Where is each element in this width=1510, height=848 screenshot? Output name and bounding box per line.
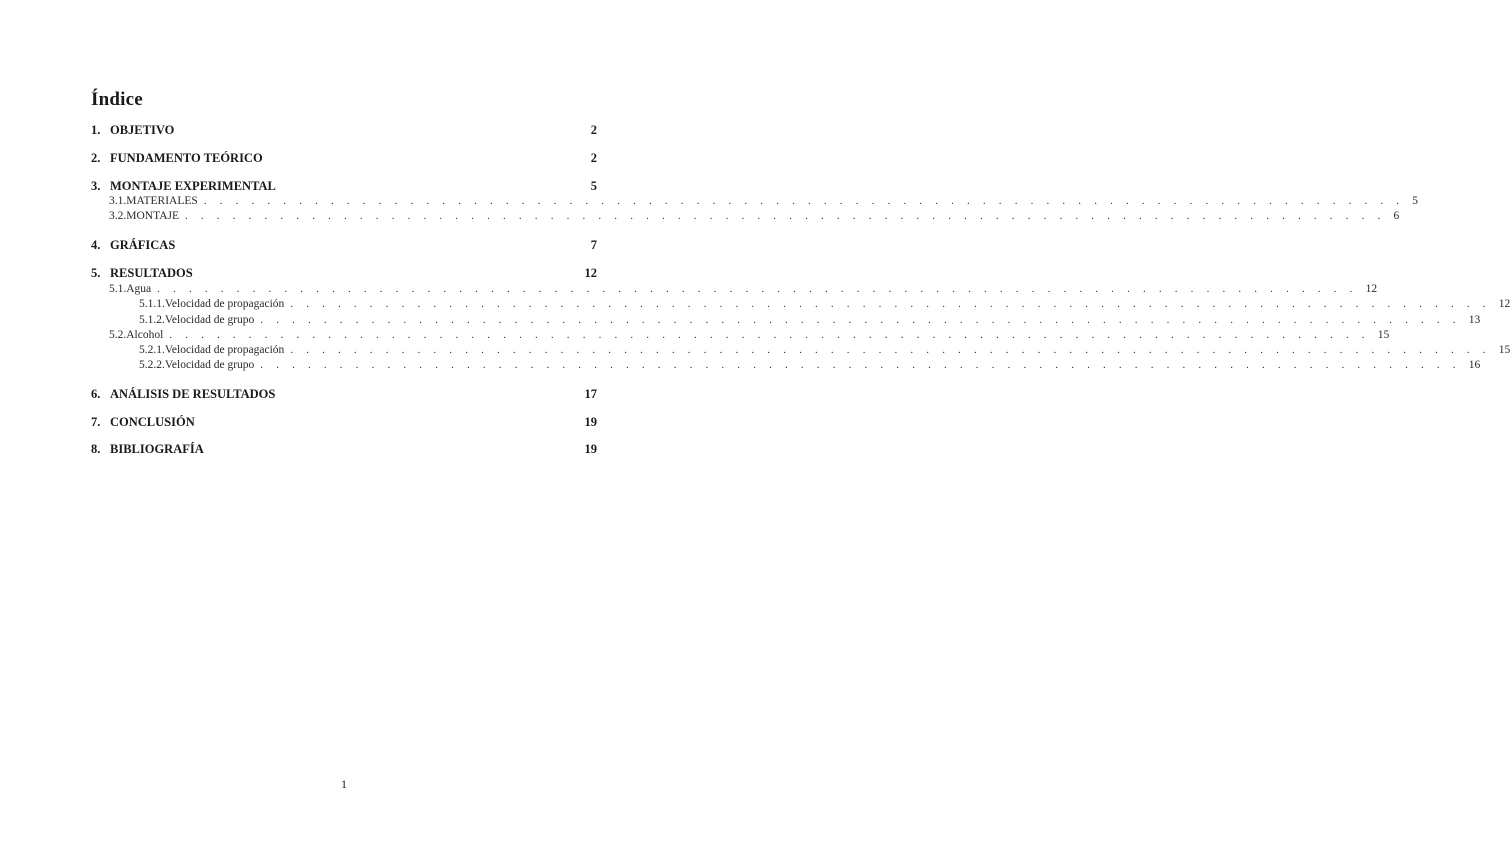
toc-entry-label: Velocidad de grupo — [164, 314, 255, 326]
page-number-footer: 1 — [341, 777, 347, 791]
toc-entry-page: 13 — [1468, 314, 1481, 326]
toc-entry-number: 6. — [91, 387, 101, 401]
toc-entry-alcohol[interactable] — [109, 329, 1390, 345]
toc-entry-label: MONTAJE EXPERIMENTAL — [110, 179, 276, 193]
toc-entry-resultados[interactable] — [91, 266, 597, 282]
toc-entry-number: 3.2. — [109, 210, 127, 222]
toc-entry-agua[interactable] — [109, 283, 1378, 299]
toc-entry-montaje[interactable] — [109, 210, 1400, 226]
toc-entry-montaje-experimental[interactable] — [91, 179, 597, 195]
toc-entry-label: Alcohol — [126, 329, 164, 341]
toc-entry-agua-velocidad-grupo[interactable] — [139, 314, 1481, 330]
toc-entry-alcohol-velocidad-grupo[interactable] — [139, 359, 1481, 375]
toc-entry-page: 2 — [590, 123, 597, 137]
toc-entry-page: 12 — [1498, 298, 1510, 310]
toc-entry-label: BIBLIOGRAFÍA — [110, 442, 204, 456]
toc-entry-objetivo[interactable] — [91, 123, 597, 139]
toc-dot-leader: . . . . . . . . . . . . . . . . . . . . . . . . . . . . . . . . . . . . . . . . . . . . . . . . . . . . . . . . . . . . . . . . . . . . . . . . . . . . — [260, 314, 1461, 326]
toc-entry-page: 12 — [1365, 283, 1378, 295]
toc-entry-number: 5.1. — [109, 283, 127, 295]
toc-entry-number: 5.1.1. — [139, 298, 165, 310]
toc-entry-analisis-resultados[interactable] — [91, 387, 597, 403]
toc-entry-number: 5.2. — [109, 329, 127, 341]
toc-entry-label: OBJETIVO — [110, 123, 175, 137]
toc-entry-label: FUNDAMENTO TEÓRICO — [110, 151, 263, 165]
toc-entry-page: 15 — [1377, 329, 1390, 341]
toc-entry-label: Velocidad de propagación — [164, 344, 285, 356]
toc-entry-number: 8. — [91, 442, 101, 456]
toc-entry-page: 5 — [590, 179, 597, 193]
toc-entry-page: 6 — [1393, 210, 1400, 222]
toc-entry-page: 5 — [1412, 195, 1419, 207]
toc-entry-agua-velocidad-propagacion[interactable] — [139, 298, 1510, 314]
toc-entry-page: 19 — [584, 442, 597, 456]
toc-entry-number: 4. — [91, 238, 101, 252]
toc-entry-label: ANÁLISIS DE RESULTADOS — [110, 387, 276, 401]
toc-entry-page: 12 — [584, 266, 597, 280]
toc-entry-bibliografia[interactable] — [91, 442, 597, 458]
toc-entry-page: 2 — [590, 151, 597, 165]
toc-entry-number: 3. — [91, 179, 101, 193]
toc-entry-label: MATERIALES — [126, 195, 198, 207]
toc-entry-materiales[interactable] — [109, 195, 1419, 211]
toc-dot-leader: . . . . . . . . . . . . . . . . . . . . . . . . . . . . . . . . . . . . . . . . . . . . . . . . . . . . . . . . . . . . . . . . . . . . . . . . . . . . — [185, 210, 1386, 222]
toc-entry-page: 17 — [584, 387, 597, 401]
toc-entry-conclusion[interactable] — [91, 415, 597, 431]
toc-entry-label: Velocidad de propagación — [164, 298, 285, 310]
toc-dot-leader: . . . . . . . . . . . . . . . . . . . . . . . . . . . . . . . . . . . . . . . . . . . . . . . . . . . . . . . . . . . . . . . . . . . . . . . . . . . . — [290, 298, 1491, 310]
toc-entry-page: 19 — [584, 415, 597, 429]
toc-dot-leader: . . . . . . . . . . . . . . . . . . . . . . . . . . . . . . . . . . . . . . . . . . . . . . . . . . . . . . . . . . . . . . . . . . . . . . . . . . . . — [290, 344, 1491, 356]
toc-entry-graficas[interactable] — [91, 238, 597, 254]
toc-entry-number: 5. — [91, 266, 101, 280]
toc-entry-number: 2. — [91, 151, 101, 165]
toc-title: Índice — [91, 89, 143, 110]
toc-entry-fundamento-teorico[interactable] — [91, 151, 597, 167]
toc-dot-leader: . . . . . . . . . . . . . . . . . . . . . . . . . . . . . . . . . . . . . . . . . . . . . . . . . . . . . . . . . . . . . . . . . . . . . . . . . . . . — [157, 283, 1358, 295]
toc-entry-label: RESULTADOS — [110, 266, 193, 280]
toc-entry-label: CONCLUSIÓN — [110, 415, 195, 429]
document-page — [91, 0, 1510, 848]
toc-dot-leader: . . . . . . . . . . . . . . . . . . . . . . . . . . . . . . . . . . . . . . . . . . . . . . . . . . . . . . . . . . . . . . . . . . . . . . . . . . . . — [260, 359, 1461, 371]
toc-entry-label: MONTAJE — [126, 210, 179, 222]
toc-entry-alcohol-velocidad-propagacion[interactable] — [139, 344, 1510, 360]
toc-entry-number: 5.2.1. — [139, 344, 165, 356]
toc-entry-page: 16 — [1468, 359, 1481, 371]
toc-entry-number: 5.2.2. — [139, 359, 165, 371]
toc-entry-page: 7 — [590, 238, 597, 252]
toc-entry-number: 5.1.2. — [139, 314, 165, 326]
toc-entry-number: 7. — [91, 415, 101, 429]
toc-entry-label: Velocidad de grupo — [164, 359, 255, 371]
toc-entry-page: 15 — [1498, 344, 1510, 356]
toc-dot-leader: . . . . . . . . . . . . . . . . . . . . . . . . . . . . . . . . . . . . . . . . . . . . . . . . . . . . . . . . . . . . . . . . . . . . . . . . . . . . — [203, 195, 1405, 207]
toc-entry-label: GRÁFICAS — [110, 238, 176, 252]
toc-dot-leader: . . . . . . . . . . . . . . . . . . . . . . . . . . . . . . . . . . . . . . . . . . . . . . . . . . . . . . . . . . . . . . . . . . . . . . . . . . . . — [169, 329, 1370, 341]
toc-entry-number: 1. — [91, 123, 101, 137]
toc-entry-number: 3.1. — [109, 195, 127, 207]
toc-entry-label: Agua — [126, 283, 152, 295]
